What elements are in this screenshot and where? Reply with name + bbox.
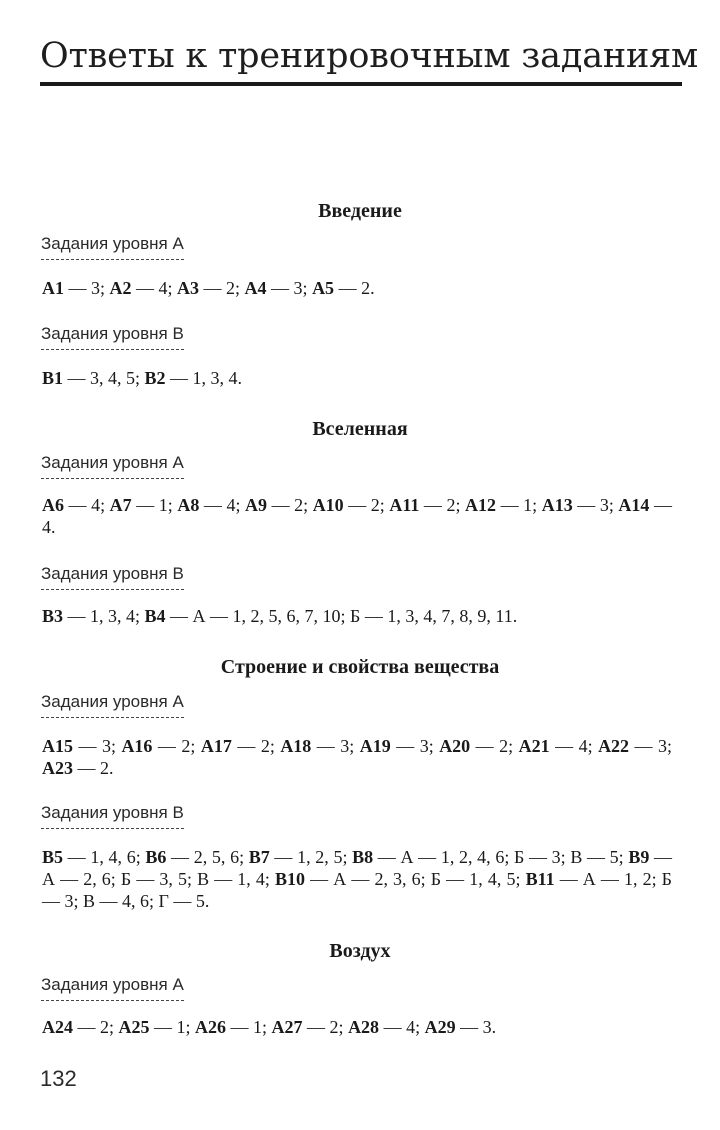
answer-value: 4. — [42, 517, 56, 537]
answer-key: А26 — [195, 1017, 227, 1037]
level-b-label-intro: Задания уровня В — [41, 324, 184, 350]
answer-key: А11 — [389, 495, 420, 515]
answer-value: 1 — [176, 1017, 186, 1037]
answer-key: А7 — [109, 495, 132, 515]
answer-key: А8 — [177, 495, 200, 515]
answer-value: А — 2, 3, 6; Б — 1, 4, 5 — [333, 869, 516, 889]
answer-key: А4 — [244, 278, 267, 298]
answer-value: 1 — [253, 1017, 263, 1037]
answer-key: А24 — [42, 1017, 73, 1037]
answer-key: А17 — [200, 736, 232, 756]
answer-value: 3 — [658, 736, 668, 756]
level-a-label-matter: Задания уровня А — [41, 692, 184, 718]
answer-key: В6 — [145, 847, 167, 867]
answer-key: А6 — [42, 495, 64, 515]
level-b-label-universe: Задания уровня В — [41, 564, 184, 590]
answer-value: 4 — [406, 1017, 416, 1037]
answer-key: А20 — [439, 736, 471, 756]
section-heading-intro — [0, 200, 720, 223]
answer-value: 2 — [499, 736, 509, 756]
answer-key: А18 — [280, 736, 312, 756]
answer-key: А22 — [598, 736, 630, 756]
page-number: 132 — [40, 1066, 77, 1091]
answer-value: 3 — [91, 278, 100, 298]
section-heading-intro-text: Введение — [318, 200, 402, 222]
section-heading-air-text: Воздух — [329, 940, 391, 962]
answers-air-level-a: А24 — 2; А25 — 1; А26 — 1; А27 — 2; А28 — 4; А29 — 3. — [42, 1017, 497, 1037]
section-heading-air — [0, 940, 720, 963]
answer-value: 3 — [419, 736, 429, 756]
level-b-label-matter: Задания уровня В — [41, 803, 184, 829]
section-heading-universe-text: Вселенная — [312, 418, 408, 440]
answer-value: А — 1, 2; Б — 3; В — 4, 6; Г — 5. — [42, 869, 673, 911]
answer-value: 4 — [91, 495, 101, 515]
answer-value: 4 — [158, 278, 168, 298]
answer-value: 2 — [294, 495, 304, 515]
answer-value: А — 1, 2, 4, 6; Б — 3; В — 5 — [400, 847, 619, 867]
section-heading-matter — [0, 656, 720, 679]
answer-value: А — 1, 2, 5, 6, 7, 10; Б — 1, 3, 4, 7, 8, 9, 11. — [192, 606, 518, 626]
answer-value: 2 — [260, 736, 270, 756]
answer-value: 2 — [446, 495, 456, 515]
answer-key: В8 — [352, 847, 374, 867]
answer-value: 3, 4, 5 — [90, 368, 136, 388]
answers-universe-level-b: В3 — 1, 3, 4; В4 — А — 1, 2, 5, 6, 7, 10; Б — 1, 3, 4, 7, 8, 9, 11. — [42, 606, 518, 626]
answer-value: 2. — [361, 278, 375, 298]
answer-value: 1 — [158, 495, 168, 515]
answers-matter-level-b: В5 — 1, 4, 6; В6 — 2, 5, 6; В7 — 1, 2, 5; В8 — А — 1, 2, 4, 6; Б — 3; В — 5; В9 — А — 2, 6; Б — 3, 5; В — 1, 4; В10 — А — 2, 3, 6; Б — 1, 4, 5; В11 — А — 1, 2; Б — 3; В — 4, 6; Г — 5. — [42, 847, 673, 911]
answer-key: В5 — [42, 847, 64, 867]
answer-value: 2 — [226, 278, 236, 298]
section-heading-universe — [0, 418, 720, 441]
answer-key: А21 — [518, 736, 550, 756]
answer-value: 2, 5, 6 — [193, 847, 240, 867]
answer-key: А5 — [312, 278, 335, 298]
answer-key: А1 — [42, 278, 64, 298]
answer-key: В4 — [144, 606, 166, 626]
answer-key: В10 — [275, 869, 306, 889]
level-a-label-intro: Задания уровня А — [41, 234, 184, 260]
answer-value: 3 — [340, 736, 350, 756]
answer-key: А14 — [618, 495, 650, 515]
answer-value: А — 2, 6; Б — 3, 5; В — 1, 4 — [42, 869, 265, 889]
page-title: Ответы к тренировочным заданиям — [40, 36, 699, 76]
answer-value: 3 — [293, 278, 303, 298]
answer-key: А13 — [541, 495, 573, 515]
answer-key: А12 — [465, 495, 497, 515]
answer-key: В3 — [42, 606, 64, 626]
answer-key: А2 — [109, 278, 132, 298]
section-heading-matter-text: Строение и свойства вещества — [220, 656, 500, 678]
level-a-label-universe: Задания уровня А — [41, 453, 184, 479]
answer-value: 1, 3, 4 — [90, 606, 136, 626]
answer-value: 1 — [523, 495, 533, 515]
answer-value: 4 — [226, 495, 236, 515]
answers-matter-level-a: А15 — 3; А16 — 2; А17 — 2; А18 — 3; А19 — 3; А20 — 2; А21 — 4; А22 — 3; А23 — 2. — [42, 736, 673, 778]
answer-value: 2 — [329, 1017, 339, 1037]
answer-key: В2 — [144, 368, 166, 388]
answer-key: А19 — [359, 736, 391, 756]
answer-value: 2 — [370, 495, 380, 515]
answer-key: В1 — [42, 368, 64, 388]
answer-key: А27 — [271, 1017, 303, 1037]
title-rule — [40, 82, 682, 86]
answer-value: 1, 2, 5 — [297, 847, 343, 867]
answer-value: 3 — [599, 495, 609, 515]
answer-value: 3. — [482, 1017, 497, 1037]
answers-universe-level-a: А6 — 4; А7 — 1; А8 — 4; А9 — 2; А10 — 2; А11 — 2; А12 — 1; А13 — 3; А14 — 4. — [42, 495, 672, 537]
answer-key: А28 — [348, 1017, 380, 1037]
answer-key: А16 — [121, 736, 153, 756]
answer-key: В7 — [248, 847, 270, 867]
answer-key: А9 — [245, 495, 268, 515]
answer-value: 4 — [578, 736, 588, 756]
answers-intro-level-a: А1 — 3; А2 — 4; А3 — 2; А4 — 3; А5 — 2. — [42, 278, 375, 298]
answer-value: 2. — [100, 758, 114, 778]
answer-key: А10 — [312, 495, 344, 515]
answer-value: 1, 4, 6 — [90, 847, 136, 867]
answer-value: 2 — [181, 736, 191, 756]
answer-key: А3 — [177, 278, 200, 298]
answer-key: А25 — [118, 1017, 150, 1037]
answer-key: А15 — [42, 736, 73, 756]
answers-intro-level-b: В1 — 3, 4, 5; В2 — 1, 3, 4. — [42, 368, 243, 388]
answer-value: 2 — [100, 1017, 109, 1037]
answer-key: В9 — [628, 847, 650, 867]
answer-key: В11 — [525, 869, 555, 889]
answer-value: 3 — [101, 736, 111, 756]
answer-key: А23 — [42, 758, 73, 778]
answer-value: 1, 3, 4. — [192, 368, 243, 388]
answer-key: А29 — [424, 1017, 456, 1037]
level-a-label-air: Задания уровня А — [41, 975, 184, 1001]
